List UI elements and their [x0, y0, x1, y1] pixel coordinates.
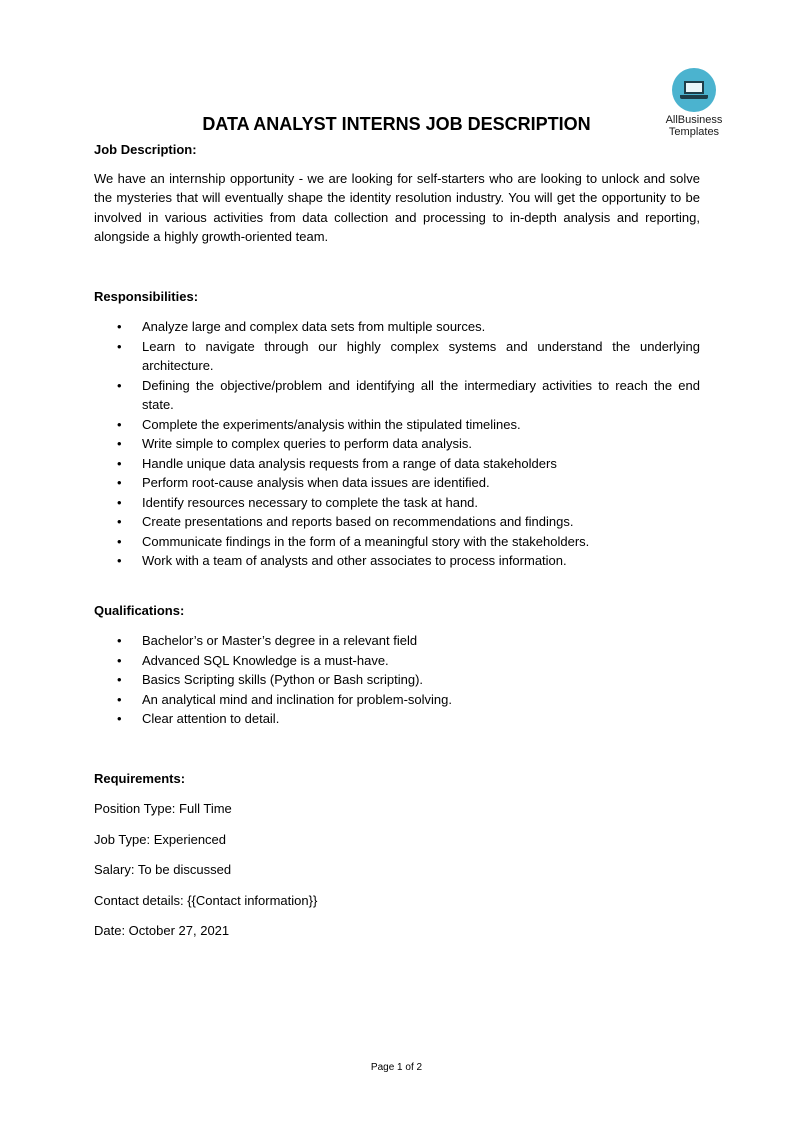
job-description-heading: Job Description: [94, 142, 197, 157]
list-item-text: Work with a team of analysts and other associates to process information. [142, 553, 567, 568]
list-item [94, 434, 700, 454]
responsibilities-list [94, 317, 700, 571]
date: Date: October 27, 2021 [94, 923, 230, 938]
list-item-text: Perform root-cause analysis when data issues are identified. [142, 475, 490, 490]
list-item [94, 670, 700, 690]
bullet-icon: • [117, 416, 122, 432]
bullet-icon: • [117, 672, 122, 687]
bullet-icon: • [117, 494, 122, 510]
list-item [94, 631, 700, 651]
list-item-text: Handle unique data analysis requests from a range of data stakeholders [142, 455, 557, 471]
list-item-text: Create presentations and reports based on recommendations and findings. [142, 514, 574, 529]
list-item-text: Write simple to complex queries to perform data analysis. [142, 436, 472, 451]
list-item [94, 512, 700, 532]
bullet-icon: • [117, 691, 122, 707]
laptop-icon [672, 68, 716, 112]
list-item [94, 454, 700, 474]
responsibilities-heading: Responsibilities: [94, 288, 199, 304]
list-item [94, 473, 700, 493]
bullet-icon: • [117, 338, 122, 354]
list-item-text: Defining the objective/problem and identifying all the intermediary activities to reach the end state. [142, 377, 700, 412]
requirements-heading: Requirements: [94, 770, 186, 786]
list-item-text: Complete the experiments/analysis within the stipulated timelines. [142, 416, 521, 432]
qualifications-list [94, 631, 700, 729]
job-description-text: We have an internship opportunity - we are looking for self-starters who are looking to unlock and solve the mysteries that will eventually shape the identity resolution industry. You will get the opportunity to be involved in various activities from data collection and processing to in-depth analysis and reporting, alongside a highly growth-oriented team. [94, 170, 700, 244]
bullet-icon: • [117, 553, 122, 568]
bullet-icon: • [117, 633, 122, 648]
list-item-text: Learn to navigate through our highly complex systems and understand the underlying architecture. [142, 338, 700, 373]
list-item [94, 415, 700, 435]
bullet-icon: • [117, 533, 122, 549]
document-title: DATA ANALYST INTERNS JOB DESCRIPTION [202, 114, 591, 134]
list-item [94, 337, 700, 376]
job-type: Job Type: Experienced [94, 831, 227, 847]
salary: Salary: To be discussed [94, 862, 232, 877]
list-item-text: Basics Scripting skills (Python or Bash scripting). [142, 672, 424, 687]
list-item-text: Bachelor’s or Master’s degree in a relevant field [142, 633, 418, 648]
bullet-icon: • [117, 652, 122, 668]
list-item-text: Advanced SQL Knowledge is a must-have. [142, 652, 389, 668]
document-body [94, 140, 700, 941]
list-item-text: An analytical mind and inclination for problem-solving. [142, 691, 452, 707]
list-item-text: Analyze large and complex data sets from multiple sources. [142, 319, 486, 334]
bullet-icon: • [117, 514, 122, 529]
bullet-icon: • [117, 436, 122, 451]
logo-text-line1: AllBusiness [665, 114, 723, 126]
logo-text-line2: Templates [668, 126, 720, 138]
bullet-icon: • [117, 475, 122, 490]
list-item [94, 709, 700, 729]
list-item [94, 651, 700, 671]
list-item-text: Communicate findings in the form of a meaningful story with the stakeholders. [142, 533, 590, 549]
bullet-icon: • [117, 377, 122, 393]
list-item [94, 532, 700, 552]
contact-details: Contact details: {{Contact information}} [94, 892, 318, 908]
list-item [94, 493, 700, 513]
position-type: Position Type: Full Time [94, 801, 232, 816]
list-item [94, 690, 700, 710]
page-number: Page 1 of 2 [370, 1062, 423, 1073]
bullet-icon: • [117, 455, 122, 471]
list-item [94, 317, 700, 337]
list-item-text: Identify resources necessary to complete the task at hand. [142, 494, 479, 510]
qualifications-heading: Qualifications: [94, 602, 185, 618]
list-item [94, 551, 700, 571]
bullet-icon: • [117, 319, 122, 334]
bullet-icon: • [117, 711, 122, 726]
list-item [94, 376, 700, 415]
list-item-text: Clear attention to detail. [142, 711, 280, 726]
